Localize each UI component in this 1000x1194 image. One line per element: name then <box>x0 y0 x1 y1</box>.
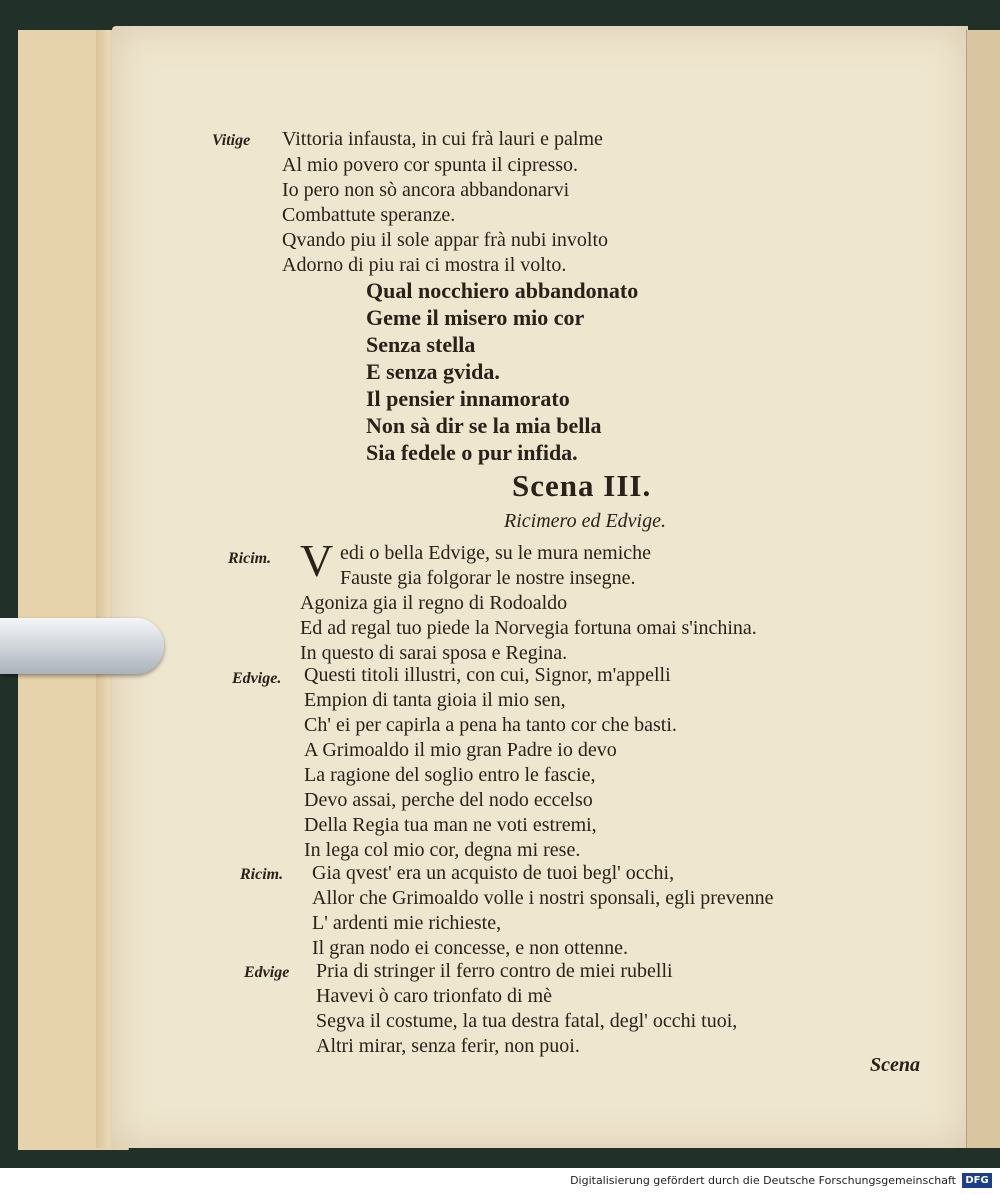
speaker-ricim: Ricim. <box>240 866 284 883</box>
verse-line: Il gran nodo ei concesse, e non ottenne. <box>312 937 629 959</box>
verse-line: edi o bella Edvige, su le mura nemiche <box>340 542 652 564</box>
verse-line: Pria di stringer il ferro contro de miei rubelli <box>316 960 673 982</box>
aria-line: Sia fedele o pur infida. <box>366 440 578 465</box>
verse-line: Combattute speranze. <box>282 204 456 226</box>
verse-line: Allor che Grimoaldo volle i nostri sponsali, egli prevenne <box>312 887 774 909</box>
aria-line: E senza gvida. <box>366 359 500 384</box>
facing-page-strip <box>966 30 1000 1148</box>
verse-line: Della Regia tua man ne voti estremi, <box>304 814 597 836</box>
verse-line: La ragione del soglio entro le fascie, <box>304 764 596 786</box>
verse-line: Ed ad regal tuo piede la Norvegia fortuna omai s'inchina. <box>300 617 757 639</box>
verse-line: Qvando piu il sole appar frà nubi involto <box>282 229 609 251</box>
aria-line: Qual nocchiero abbandonato <box>366 278 639 303</box>
speaker-vitige: Vitige <box>212 132 251 149</box>
footer-credit: Digitalisierung gefördert durch die Deutsche Forschungsgemeinschaft <box>570 1174 956 1187</box>
verse-line: Fauste gia folgorar le nostre insegne. <box>340 567 636 589</box>
aria-line: Senza stella <box>366 332 476 357</box>
verse-line: Empion di tanta gioia il mio sen, <box>304 689 566 711</box>
aria-line: Geme il misero mio cor <box>366 305 585 330</box>
scene-title: Scena III. <box>512 468 652 503</box>
scene-subtitle: Ricimero ed Edvige. <box>504 510 666 532</box>
verse-line: Agoniza gia il regno di Rodoaldo <box>300 592 568 614</box>
speaker-ricim: Ricim. <box>228 550 272 567</box>
dfg-logo[interactable]: DFG <box>962 1173 992 1188</box>
verse-line: Ch' ei per capirla a pena ha tanto cor che basti. <box>304 714 677 736</box>
catchword: Scena <box>870 1054 920 1076</box>
aria-line: Non sà dir se la mia bella <box>366 413 602 438</box>
verse-line: Adorno di piu rai ci mostra il volto. <box>282 254 567 276</box>
verse-line: A Grimoaldo il mio gran Padre io devo <box>304 739 617 761</box>
page-clip <box>0 618 164 674</box>
verse-line: In questo di sarai sposa e Regina. <box>300 642 568 664</box>
verse-line: L' ardenti mie richieste, <box>312 912 502 934</box>
verse-line: Altri mirar, senza ferir, non puoi. <box>316 1035 580 1057</box>
footer-bar <box>0 1168 1000 1194</box>
speaker-edvige: Edvige. <box>232 670 282 687</box>
verse-line: In lega col mio cor, degna mi rese. <box>304 839 581 861</box>
verse-line: Questi titoli illustri, con cui, Signor, m'appelli <box>304 664 671 686</box>
verse-line: Io pero non sò ancora abbandonarvi <box>282 179 570 201</box>
drop-capital: V <box>300 535 334 586</box>
speaker-edvige: Edvige <box>244 964 290 981</box>
verse-line: Havevi ò caro trionfato di mè <box>316 985 553 1007</box>
verse-line: Al mio povero cor spunta il cipresso. <box>282 154 579 176</box>
verse-line: Segva il costume, la tua destra fatal, degl' occhi tuoi, <box>316 1010 738 1032</box>
aria-line: Il pensier innamorato <box>366 386 570 411</box>
verse-line: Vittoria infausta, in cui frà lauri e palme <box>282 128 603 150</box>
verse-line: Devo assai, perche del nodo eccelso <box>304 789 593 811</box>
verse-line: Gia qvest' era un acquisto de tuoi begl' occhi, <box>312 862 675 884</box>
